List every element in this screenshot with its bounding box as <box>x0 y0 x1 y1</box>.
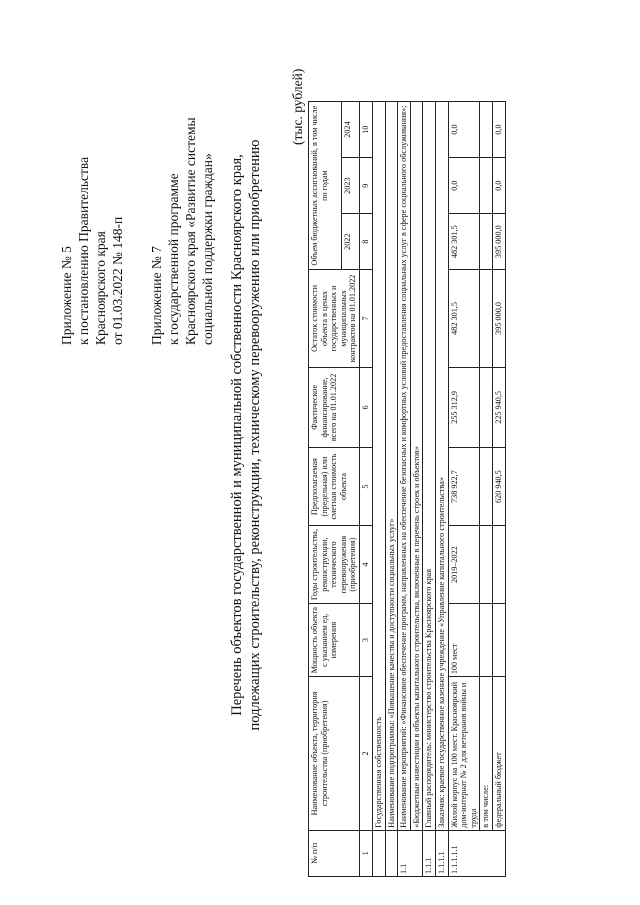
col-header-2023: 2023 <box>341 158 359 214</box>
federal-2024: 0,0 <box>492 102 505 158</box>
main-manager-text: Главный распорядитель: министерство строительства Красноярского края <box>423 102 436 831</box>
col-header-remaining: Остаток стоимости объекта в ценах государственных и муниципальных контрактов на 01.01.2022 <box>309 270 360 367</box>
table-row <box>480 102 493 877</box>
object-2022: 482 301,5 <box>448 214 480 270</box>
object-2024: 0,0 <box>448 102 480 158</box>
object-name: Жилой корпус на 100 мест. Красноярский дом-интернат № 2 для ветеранов войны и труда <box>448 677 480 831</box>
federal-estimated: 620 940,5 <box>492 448 505 526</box>
appendix-5-line: от 01.03.2022 № 148-п <box>110 216 125 345</box>
federal-2022: 395 000,0 <box>492 214 505 270</box>
col-header-years: Годы строительства, реконструкции, технического перевооружения (приобретения) <box>309 526 360 604</box>
col-number: 1 <box>359 830 372 876</box>
object-estimated: 738 922,7 <box>448 448 480 526</box>
federal-2023: 0,0 <box>492 158 505 214</box>
ownership-text: Государственная собственность <box>372 102 385 831</box>
col-number: 4 <box>359 526 372 604</box>
appendix-5-line: к постановлению Правительства <box>76 156 91 345</box>
object-2023: 0,0 <box>448 158 480 214</box>
col-number: 2 <box>359 677 372 831</box>
appendix-7-line: Приложение № 7 <box>149 246 164 345</box>
col-header-2022: 2022 <box>341 214 359 270</box>
col-number: 5 <box>359 448 372 526</box>
col-header-2024: 2024 <box>341 102 359 158</box>
appendix-5-block <box>58 157 126 345</box>
row-number: 1.1.1.1 <box>435 830 448 876</box>
objects-table <box>308 101 506 877</box>
col-header-num: № п/п <box>309 830 360 876</box>
row-number: 1.1.1.1.1 <box>448 830 505 876</box>
col-number: 7 <box>359 270 372 367</box>
object-remaining: 482 301,5 <box>448 270 480 367</box>
title-line: Перечень объектов государственной и муниципальной собственности Красноярского края, <box>229 154 245 716</box>
table-row <box>492 102 505 877</box>
object-actual: 255 312,9 <box>448 367 480 447</box>
col-number: 9 <box>359 158 372 214</box>
federal-budget-label: федеральный бюджет <box>492 677 505 831</box>
col-header-budget: Объем бюджетных ассигнований, в том числе по годам <box>309 102 342 270</box>
appendix-7-line: социальной поддержки граждан» <box>200 153 215 345</box>
document-title <box>228 105 264 765</box>
table-row <box>448 102 480 877</box>
table-row <box>372 102 385 877</box>
appendix-7-line: к государственной программе <box>166 173 181 345</box>
table-row <box>410 102 423 877</box>
investments-text: «Бюджетные инвестиции в объекты капитального строительства, включенные в перечень строек и объектов» <box>410 102 423 831</box>
col-header-estimated: Предполагаемая (предельная) или сметная стоимость объекта <box>309 448 360 526</box>
col-number: 3 <box>359 604 372 677</box>
col-number: 10 <box>359 102 372 158</box>
federal-actual: 225 940,5 <box>492 367 505 447</box>
including-label: в том числе: <box>480 677 493 831</box>
row-number: 1.1 <box>398 830 423 876</box>
measures-text: Наименование мероприятий: «Финансовое обеспечение программ, направленных на обеспечение безопасных и комфортных условий предоставления социальных услуг в сфере социального обслуживания»; <box>398 102 411 831</box>
subprogram-text: Наименование подпрограммы: «Повышение качества и доступности социальных услуг» <box>385 102 398 831</box>
table-row <box>385 102 398 877</box>
object-years: 2019–2022 <box>448 526 480 604</box>
col-header-name: Наименование объекта, территория строительства (приобретения) <box>309 677 360 831</box>
table-row <box>435 102 448 877</box>
col-header-actual: Фактическое финансирование, всего на 01.01.2022 <box>309 367 360 447</box>
column-numbers-row <box>359 102 372 877</box>
object-capacity: 100 мест <box>448 604 480 677</box>
title-line: подлежащих строительству, реконструкции, техническому перевооружению или приобретению <box>247 139 263 731</box>
federal-remaining: 395 000,0 <box>492 270 505 367</box>
col-number: 8 <box>359 214 372 270</box>
col-number: 6 <box>359 367 372 447</box>
appendix-7-line: Красноярского края «Развитие системы <box>183 117 198 345</box>
appendix-5-line: Приложение № 5 <box>59 246 74 345</box>
customer-text: Заказчик: краевое государственное казенное учреждение «Управление капитального строительства» <box>435 102 448 831</box>
table-row <box>398 102 411 877</box>
table-row <box>423 102 436 877</box>
row-number: 1.1.1 <box>423 830 436 876</box>
table-header-row <box>309 102 342 877</box>
appendix-7-block <box>148 117 216 345</box>
appendix-5-line: Красноярского края <box>93 231 108 345</box>
col-header-capacity: Мощность объекта с указанием ед. измерения <box>309 604 360 677</box>
units-label: (тыс. рублей) <box>290 68 305 145</box>
